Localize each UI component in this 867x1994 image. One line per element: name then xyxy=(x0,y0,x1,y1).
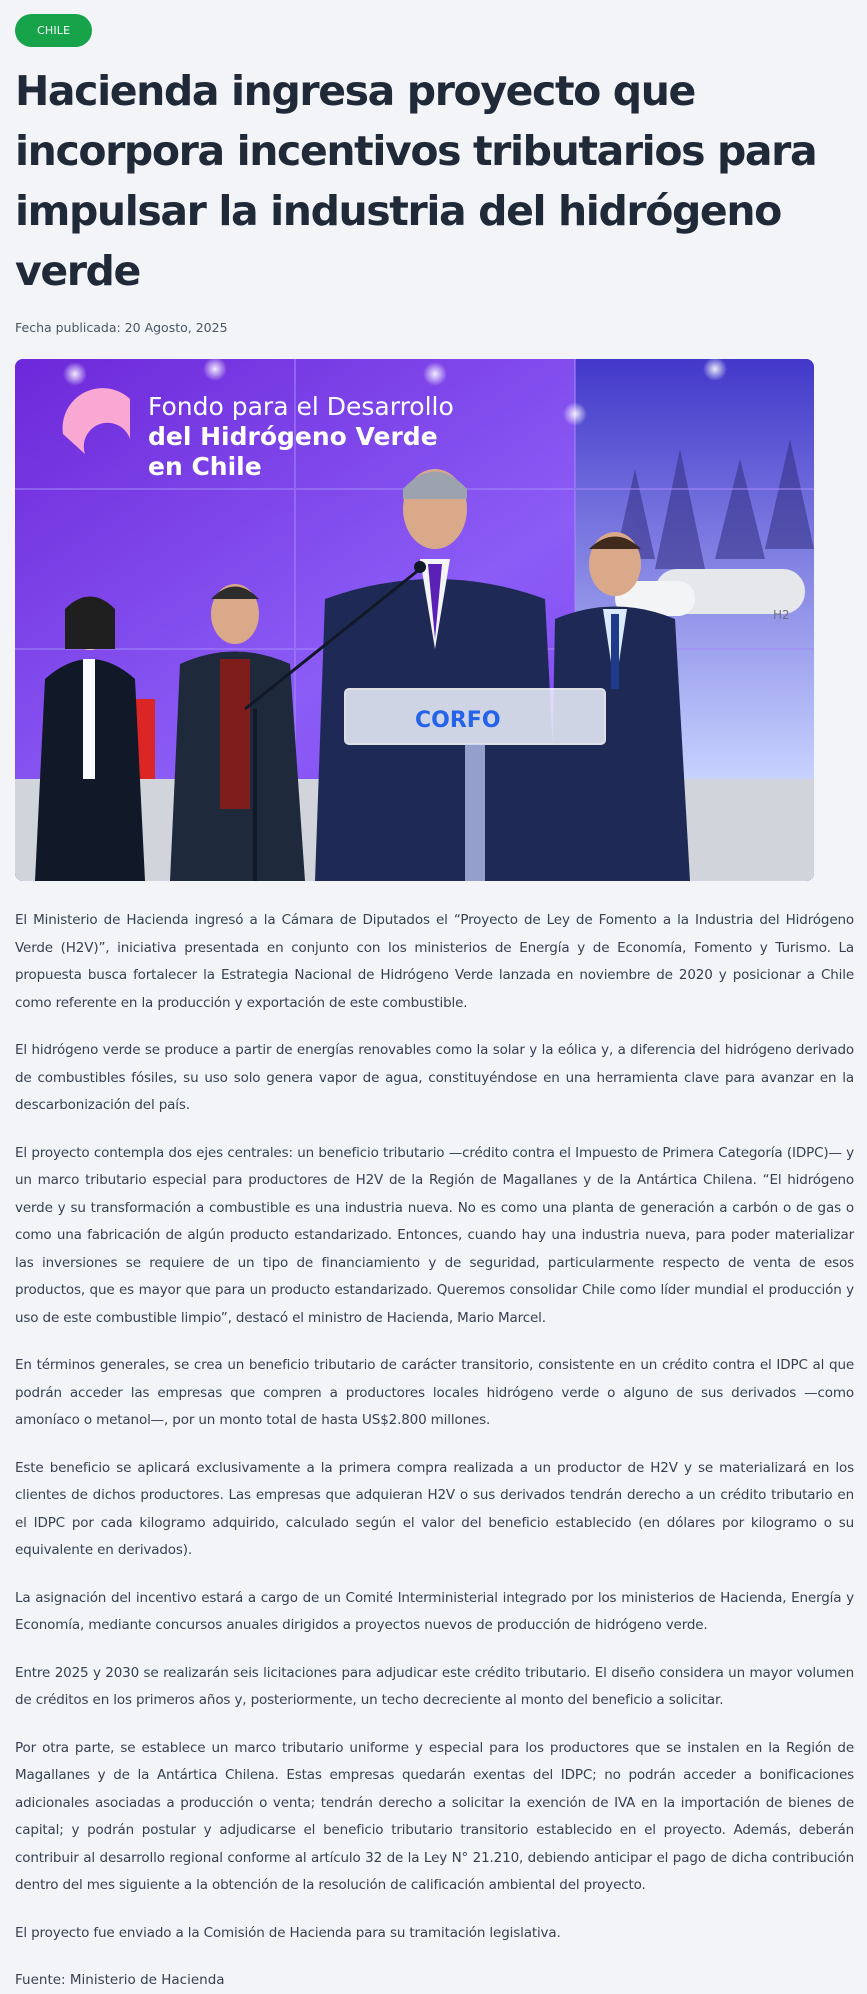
article-image xyxy=(15,359,814,881)
publish-date-value: 20 Agosto, 2025 xyxy=(124,320,228,335)
paragraph: El hidrógeno verde se produce a partir de energías renovables como la solar y la eólica y, a diferencia del hidrógeno derivado de combustibles fósiles, su uso solo genera vapor de agua, constituyéndose en una herramienta clave para avanzar en la descarbonización del país. xyxy=(15,1042,854,1113)
publish-date xyxy=(15,319,855,337)
tank-label: H2 xyxy=(773,608,790,622)
paragraph: Por otra parte, se establece un marco tributario uniforme y especial para los productores que se instalen en la Región de Magallanes y de la Antártica Chilena. Estas empresas quedarán exentas del IDPC; no podrán acceder a bonificaciones adicionales asociadas a producción o venta; tendrán derecho a solicitar la exención de IVA en la importación de bienes de capital; y podrán postular y adjudicarse el beneficio tributario transitorio establecido en el proyecto. Además, deberán contribuir al desarrollo regional conforme al artículo 32 de la Ley N° 21.210, debiendo anticipar el pago de dicha contribución dentro del mes siguiente a la obtención de la resolución de calificación ambiental del proyecto. xyxy=(15,1739,854,1893)
screen-text-line2: del Hidrógeno Verde xyxy=(148,422,438,451)
paragraph: El proyecto fue enviado a la Comisión de Hacienda para su tramitación legislativa. xyxy=(15,1924,561,1941)
screen-text-line1: Fondo para el Desarrollo xyxy=(148,392,454,421)
screen-text-line3: en Chile xyxy=(148,452,262,481)
article-title: Hacienda ingresa proyecto que incorpora incentivos tributarios para impulsar la industria del hidrógeno verde xyxy=(15,67,817,295)
paragraph: Entre 2025 y 2030 se realizarán seis licitaciones para adjudicar este crédito tributario. El diseño considera un mayor volumen de créditos en los primeros años y, posteriormente, un techo decreciente al monto del beneficio a solicitar. xyxy=(15,1664,854,1708)
paragraph: El proyecto contempla dos ejes centrales: un beneficio tributario —crédito contra el Impuesto de Primera Categoría (IDPC)— y un marco tributario especial para productores de H2V de la Región de Magallanes y de la Antártica Chilena. “El hidrógeno verde y su transformación a combustible es una industria nueva. No es como una planta de generación a carbón o de gas o como una fabricación de algún producto estandarizado. Entonces, cuando hay una industria nueva, para poder materializar las inversiones se requiere de un tipo de financiamiento y de seguridad, particularmente respecto de venta de esos productos, que es mayor que para un producto estandarizado. Queremos consolidar Chile como líder mundial el producción y uso de este combustible limpio”, destacó el ministro de Hacienda, Mario Marcel. xyxy=(15,1144,854,1326)
category-tag[interactable]: CHILE xyxy=(15,14,92,47)
podium-logo: CORFO xyxy=(415,708,501,733)
article-body xyxy=(15,907,854,1994)
paragraph: En términos generales, se crea un beneficio tributario de carácter transitorio, consistente en un crédito contra el IDPC al que podrán acceder las empresas que compren a productores locales hidrógeno verde o alguno de sus derivados —como amoníaco o metanol—, por un monto total de hasta US$2.800 millones. xyxy=(15,1357,854,1428)
paragraph: El Ministerio de Hacienda ingresó a la Cámara de Diputados el “Proyecto de Ley de Fomento a la Industria del Hidrógeno Verde (H2V)”, iniciativa presentada en conjunto con los ministerios de Energía y de Economía, Fomento y Turismo. La propuesta busca fortalecer la Estrategia Nacional de Hidrógeno Verde lanzada en noviembre de 2020 y posicionar a Chile como referente en la producción y exportación de este combustible. xyxy=(15,912,854,1011)
paragraph: Este beneficio se aplicará exclusivamente a la primera compra realizada a un productor de H2V y se materializará en los clientes de dichos productores. Las empresas que adquieran H2V o sus derivados tendrán derecho a un crédito tributario en el IDPC por cada kilogramo adquirido, calculado según el valor del beneficio establecido (en dólares por kilogramo o su equivalente en derivados). xyxy=(15,1459,854,1558)
paragraph: La asignación del incentivo estará a cargo de un Comité Interministerial integrado por los ministerios de Hacienda, Energía y Economía, mediante concursos anuales dirigidos a proyectos nuevos de producción de hidrógeno verde. xyxy=(15,1589,854,1633)
publish-date-label: Fecha publicada: xyxy=(15,320,121,335)
article-source: Fuente: Ministerio de Hacienda xyxy=(15,1972,225,1988)
